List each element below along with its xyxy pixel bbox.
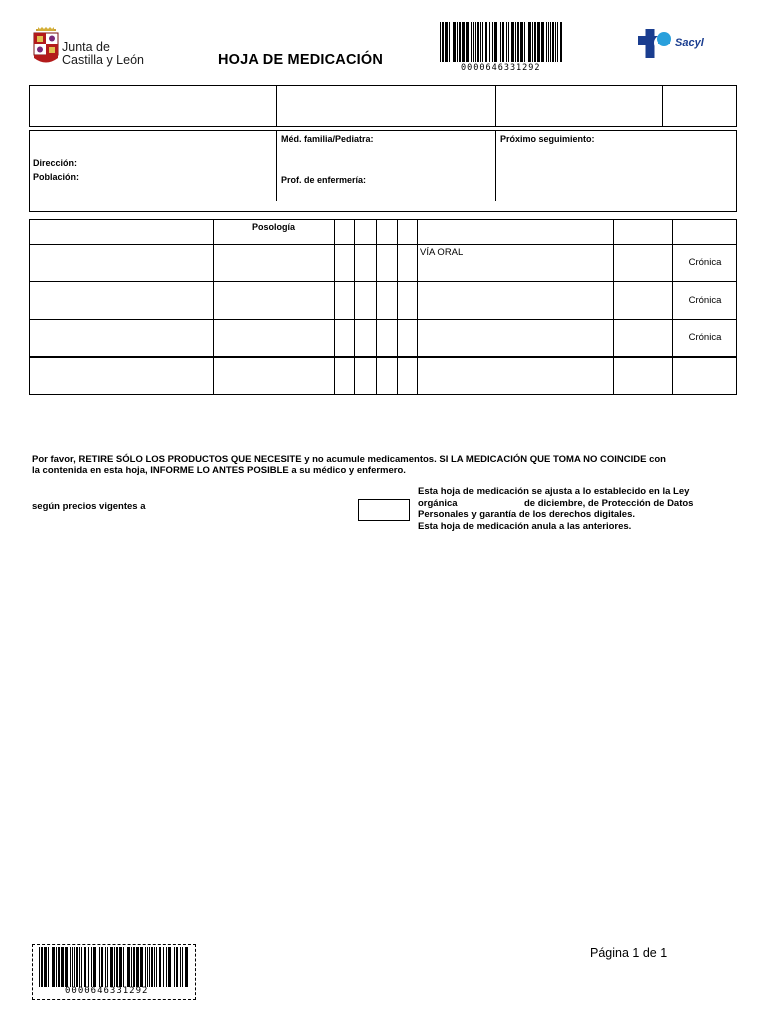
barcode-bar — [166, 947, 167, 987]
barcode-bar — [168, 947, 171, 987]
barcode-bar — [502, 22, 504, 62]
legal-line3: Personales y garantía de los derechos digitales. — [418, 509, 636, 520]
barcode-bar — [116, 947, 118, 987]
med-familia-label: Méd. familia/Pediatra: — [281, 134, 374, 144]
page-number: Página 1 de 1 — [590, 946, 668, 960]
row3-type: Crónica — [688, 332, 722, 343]
legal-text — [418, 486, 748, 532]
org-name-line2: Castilla y León — [62, 53, 144, 67]
patient-details-box — [29, 130, 737, 212]
barcode-bar — [508, 22, 509, 62]
barcode-bar — [127, 947, 130, 987]
barcode-bar — [159, 947, 161, 987]
barcode-bar — [557, 22, 558, 62]
barcode-bar — [520, 22, 523, 62]
barcode-bar — [477, 22, 479, 62]
proximo-seguimiento-label: Próximo seguimiento: — [500, 134, 595, 144]
barcode-bar — [457, 22, 458, 62]
barcode-bar — [471, 22, 472, 62]
barcode-bar — [123, 947, 124, 987]
barcode-bar — [133, 947, 135, 987]
poblacion-label: Población: — [33, 172, 80, 182]
barcode-bar — [174, 947, 175, 987]
barcode-bar — [70, 947, 71, 987]
barcode-bar — [524, 22, 525, 62]
barcode-bar — [560, 22, 562, 62]
barcode-bar — [91, 947, 92, 987]
barcode-bar — [511, 22, 514, 62]
barcode-bar — [537, 22, 540, 62]
footer-barcode-number: 0000646331292 — [65, 986, 149, 996]
barcode-bar — [114, 947, 115, 987]
barcode-bar — [131, 947, 132, 987]
barcode-bar — [494, 22, 497, 62]
footer-barcode — [32, 944, 196, 1000]
barcode-icon — [440, 22, 564, 62]
barcode-bar — [56, 947, 57, 987]
barcode-bar — [145, 947, 146, 987]
barcode-bar — [147, 947, 148, 987]
barcode-bar — [58, 947, 60, 987]
barcode-bar — [93, 947, 96, 987]
barcode-bar — [81, 947, 82, 987]
barcode-bar — [440, 22, 441, 62]
barcode-bar — [65, 947, 68, 987]
barcode-bar — [475, 22, 476, 62]
barcode-bar — [459, 22, 461, 62]
medication-table — [29, 219, 737, 395]
barcode-bar — [79, 947, 80, 987]
barcode-bar — [541, 22, 544, 62]
barcode-bar — [88, 947, 89, 987]
brand-name: Sacyl — [675, 37, 704, 49]
barcode-bar — [107, 947, 108, 987]
patient-id-row — [29, 85, 737, 127]
barcode-bar — [180, 947, 181, 987]
barcode-bar — [466, 22, 469, 62]
barcode-bar — [548, 22, 549, 62]
junta-logo — [32, 27, 162, 69]
legal-line4: Esta hoja de medicación anula a las anteriores. — [418, 520, 632, 532]
barcode-bar — [110, 947, 113, 987]
barcode-bar — [140, 947, 143, 987]
legal-line2 — [418, 498, 748, 510]
barcode-bar — [41, 947, 43, 987]
row2-type: Crónica — [688, 295, 722, 306]
barcode-bar — [151, 947, 153, 987]
barcode-bar — [176, 947, 178, 987]
barcode-bar — [72, 947, 73, 987]
barcode-bar — [84, 947, 86, 987]
barcode-bar — [480, 22, 481, 62]
barcode-bar — [500, 22, 501, 62]
barcode-bar — [555, 22, 556, 62]
sacyl-logo — [638, 26, 718, 60]
barcode-bar — [99, 947, 100, 987]
prof-enfermeria-label: Prof. de enfermería: — [281, 175, 367, 185]
barcode-bar — [546, 22, 547, 62]
barcode-bar — [550, 22, 551, 62]
barcode-bar — [534, 22, 536, 62]
barcode-bar — [449, 22, 450, 62]
barcode-bar — [101, 947, 103, 987]
precio-box — [358, 499, 410, 521]
legal-line2a: orgánica — [418, 497, 458, 509]
barcode-bar — [136, 947, 139, 987]
barcode-bar — [485, 22, 487, 62]
header-barcode-number: 0000646331292 — [461, 63, 541, 73]
header-barcode — [440, 22, 568, 74]
barcode-bar — [52, 947, 55, 987]
notice-line1: Por favor, RETIRE SÓLO LOS PRODUCTOS QUE NECESITE y no acumule medicamentos. SI LA MEDICACIÓN QUE TOMA NO COINCIDE con — [32, 454, 666, 465]
legal-line2b: de diciembre, de Protección de Datos — [524, 497, 694, 509]
posologia-header: Posología — [251, 222, 295, 232]
barcode-bar — [515, 22, 516, 62]
barcode-bar — [76, 947, 78, 987]
sacyl-cross-icon — [638, 26, 674, 60]
barcode-bar — [552, 22, 554, 62]
barcode-bar — [492, 22, 493, 62]
barcode-bar — [74, 947, 75, 987]
barcode-bar — [163, 947, 164, 987]
barcode-bar — [506, 22, 507, 62]
barcode-bar — [528, 22, 531, 62]
footer-barcode-icon — [39, 947, 189, 987]
barcode-bar — [154, 947, 155, 987]
barcode-bar — [185, 947, 188, 987]
barcode-bar — [445, 22, 448, 62]
row1-route: VÍA ORAL — [420, 247, 464, 258]
barcode-bar — [473, 22, 474, 62]
barcode-bar — [453, 22, 456, 62]
barcode-bar — [44, 947, 47, 987]
legal-line1: Esta hoja de medicación se ajusta a lo establecido en la Ley — [418, 486, 690, 497]
org-name-line1: Junta de — [62, 40, 110, 54]
barcode-bar — [517, 22, 519, 62]
precios-label: según precios vigentes a — [32, 501, 146, 512]
barcode-bar — [442, 22, 444, 62]
barcode-bar — [489, 22, 490, 62]
barcode-bar — [462, 22, 465, 62]
barcode-bar — [182, 947, 183, 987]
barcode-bar — [105, 947, 106, 987]
barcode-bar — [532, 22, 533, 62]
barcode-bar — [156, 947, 157, 987]
barcode-bar — [39, 947, 40, 987]
notice-line2: la contenida en esta hoja, INFORME LO ANTES POSIBLE a su médico y enfermero. — [32, 465, 406, 476]
barcode-bar — [149, 947, 150, 987]
barcode-bar — [61, 947, 64, 987]
barcode-bar — [48, 947, 49, 987]
row1-type: Crónica — [688, 257, 722, 268]
direccion-label: Dirección: — [33, 158, 78, 168]
page-title: HOJA DE MEDICACIÓN — [218, 52, 383, 68]
barcode-bar — [482, 22, 483, 62]
barcode-bar — [119, 947, 122, 987]
coat-of-arms-icon — [32, 27, 60, 67]
